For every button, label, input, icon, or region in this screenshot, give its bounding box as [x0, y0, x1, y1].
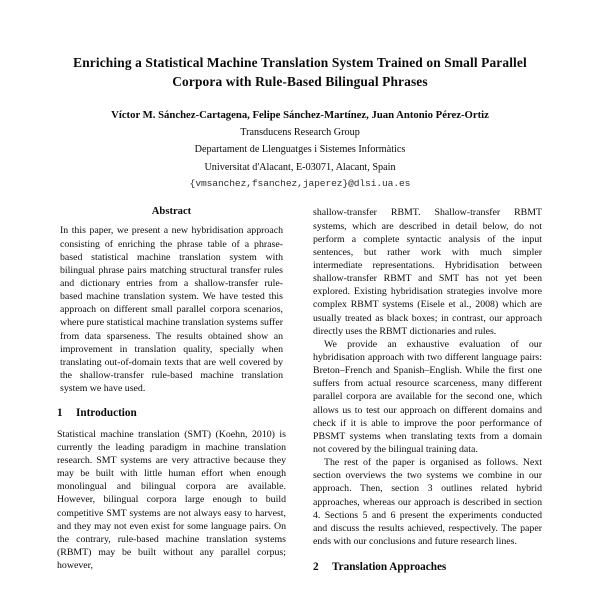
section-number: 2 [313, 561, 319, 574]
introduction-paragraph-4: The rest of the paper is organised as follows. Next section overviews the two systems we combine in our approach. Then, section 3 outlines related hybrid approaches, whereas our approach is described in section 4. Sections 5 and 6 present the experiments conducted and discuss the results achieved, respectively. The paper ends with our conclusions and future research lines. [313, 457, 542, 547]
abstract-body: In this paper, we present a new hybridisation approach consisting of enriching the phrase table of a phrase-based statistical machine translation system with bilingual phrase pairs matching structural transfer rules and dictionary entries from a shallow-transfer rule-based machine translation system. We have tested this approach on different small parallel corpora scenarios, where pure statistical machine translation systems suffer from data sparseness. The results obtained show an improvement in translation quality, specially when translating out-of-domain texts that are well covered by the shallow-transfer rule-based machine translation system we have used. [60, 225, 283, 395]
section-title: Translation Approaches [332, 561, 447, 574]
abstract-heading: Abstract [151, 206, 192, 218]
affiliation-group: Transducens Research Group [240, 126, 360, 138]
abstract-section [60, 206, 283, 395]
section-heading-translation-approaches [313, 548, 542, 581]
section-heading-introduction [57, 395, 286, 427]
introduction-paragraph-1: Statistical machine translation (SMT) (Koehn, 2010) is currently the leading paradigm in machine translation research. SMT systems are very attractive because they may be built with little human effort when enough monolingual and bilingual corpora are available. However, bilingual corpora large enough to build competitive SMT systems are not always easy to harvest, and they may not even exist for some language pairs. On the contrary, rule-based machine translation systems (RBMT) may be built without any parallel corpus; however, [57, 428, 286, 572]
introduction-paragraph-2: shallow-transfer RBMT. Shallow-transfer RBMT systems, which are described in detail below, do not perform a complete syntactic analysis of the input sentences, but rather work with much simpler intermediate representations. Hybridisation between shallow-transfer RBMT and SMT has not yet been explored. Existing hybridisation strategies involve more complex RBMT systems (Eisele et al., 2008) which are usually treated as black boxes; in contrast, our approach directly uses the RBMT dictionaries and rules. [313, 207, 542, 337]
left-column [57, 206, 286, 572]
introduction-paragraph-3: We provide an exhaustive evaluation of our hybridisation approach with two different language pairs: Breton–French and Spanish–English. While the first one suffers from actual resource scarceness, many different parallel corpora are available for the second one, which allows us to test our approach on different domains and check if it is able to improve the poor performance of PBSMT systems when translating texts from a domain not covered by the bilingual training data. [313, 338, 542, 455]
section-number: 1 [57, 407, 63, 420]
author-list: Víctor M. Sánchez-Cartagena, Felipe Sánchez-Martínez, Juan Antonio Pérez-Ortiz [111, 109, 489, 122]
page-title: Enriching a Statistical Machine Translation System Trained on Small Parallel Corpora with Rule-Based Bilingual Phrases [73, 55, 527, 90]
body-columns [57, 206, 543, 581]
section-title: Introduction [76, 407, 137, 420]
right-column [313, 206, 542, 581]
author-emails: {vmsanchez,fsanchez,japerez}@dlsi.ua.es [189, 178, 411, 190]
affiliation-department: Departament de Llenguatges i Sistemes Informàtics [194, 144, 406, 156]
affiliation-university: Universitat d'Alacant, E-03071, Alacant, Spain [204, 161, 396, 173]
